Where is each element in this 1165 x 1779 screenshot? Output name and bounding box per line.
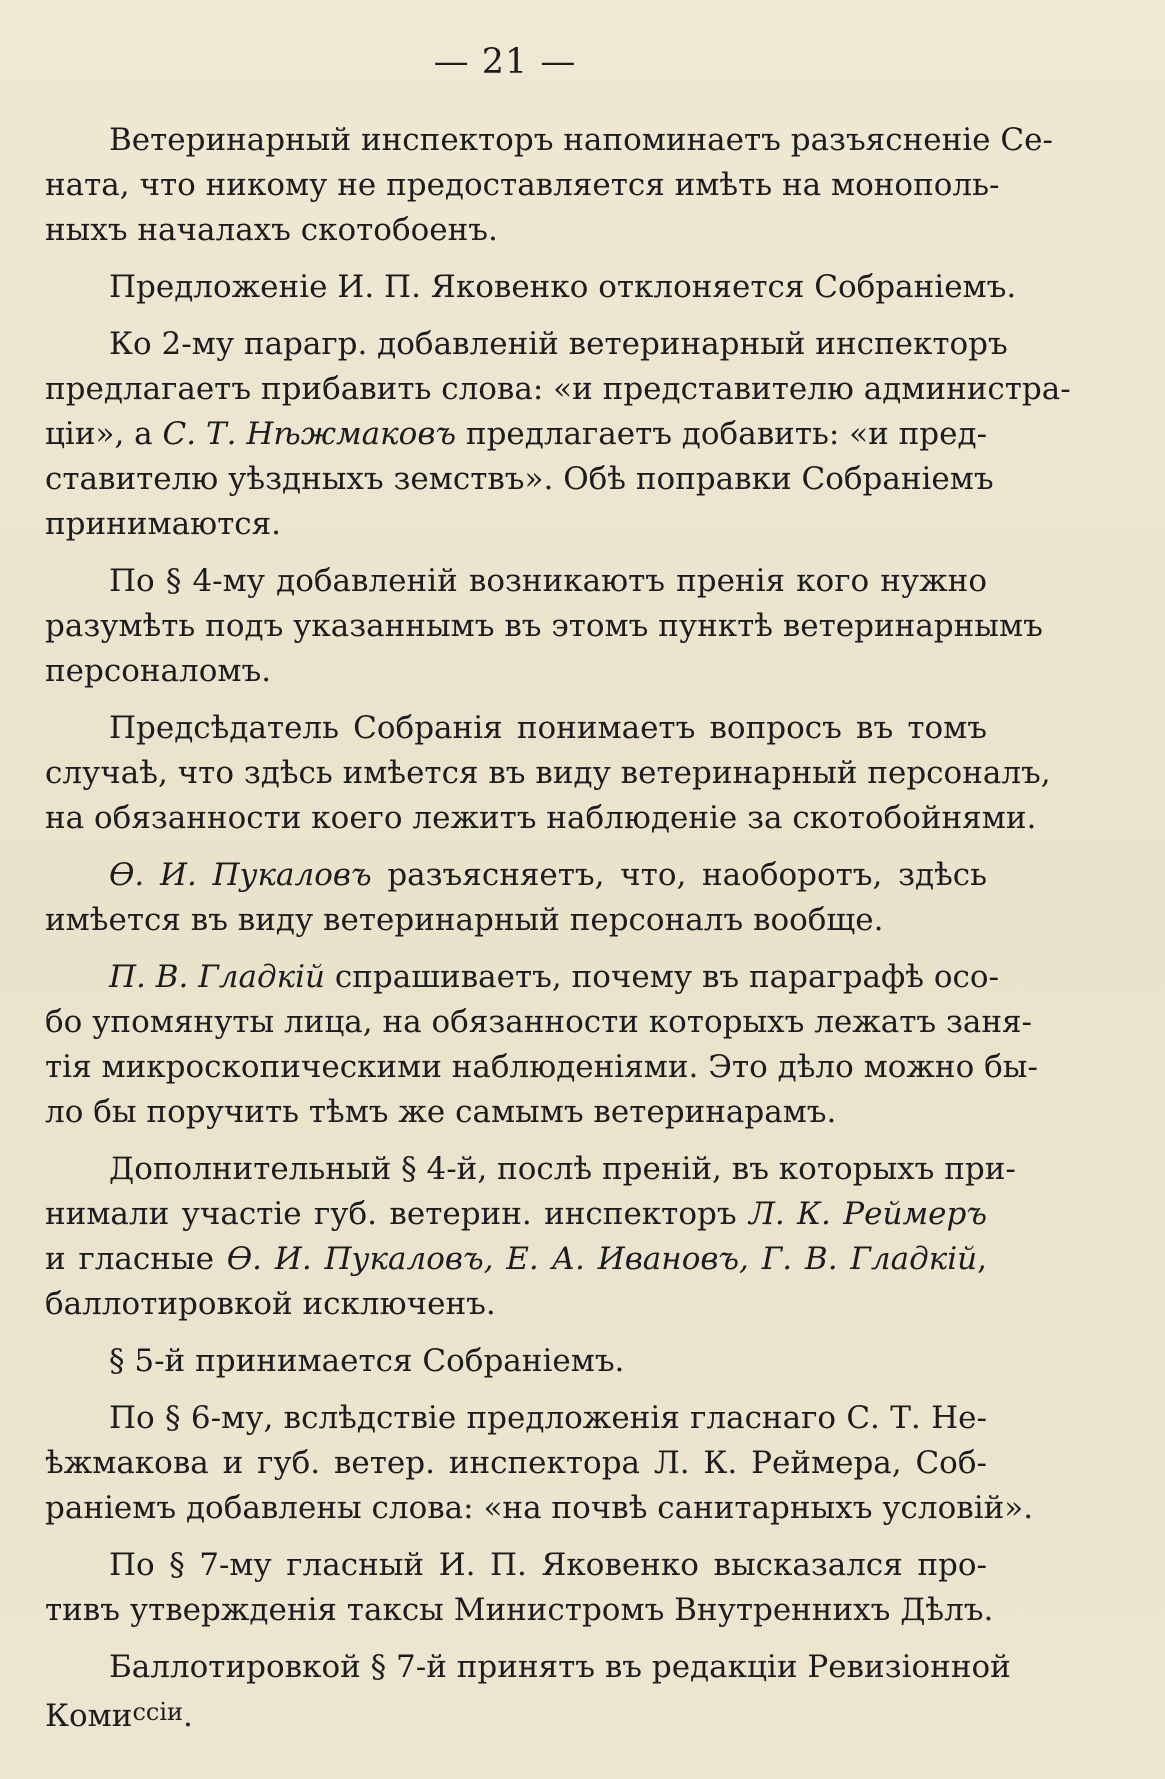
text-line: тія микроскопическими наблюденіями. Это дѣло можно бы- [45, 1049, 1038, 1085]
text-line: раніемъ добавлены слова: «на почвѣ санитарныхъ условій». [45, 1490, 1034, 1526]
text-line: и гласные Ѳ. И. Пукаловъ, Е. А. Ивановъ, Г. В. Гладкій, [45, 1241, 987, 1277]
paragraph [45, 706, 1051, 841]
text-line: случаѣ, что здѣсь имѣется въ виду ветеринарный персоналъ, [45, 755, 1051, 791]
text-line: ѣжмакова и губ. ветер. инспектора Л. К. Реймера, Соб- [45, 1445, 987, 1481]
paragraph [45, 853, 987, 943]
italic-name: Ѳ. И. Пукаловъ [109, 857, 372, 893]
paragraph [45, 118, 1053, 253]
text-line: Предсѣдатель Собранія понимаетъ вопросъ въ томъ [109, 710, 987, 746]
text-line: По § 6-му, вслѣдствіе предложенія гласнаго С. Т. Не- [109, 1400, 987, 1436]
text-line: предлагаетъ прибавить слова: «и представителю администра- [45, 371, 1071, 407]
paragraph [45, 1543, 994, 1633]
text-line: Предложеніе И. П. Яковенко отклоняется Собраніемъ. [109, 269, 1017, 305]
text-line: ставителю уѣздныхъ земствъ». Обѣ поправки Собраніемъ [45, 461, 994, 497]
text-line: По § 4-му добавленій возникаютъ пренія кого нужно [109, 563, 987, 599]
text-line: баллотировкой исключенъ. [45, 1286, 496, 1322]
text-line: на обязанности коего лежитъ наблюденіе за скотобойнями. [45, 800, 1037, 836]
text-line: П. В. Гладкій спрашиваетъ, почему въ параграфѣ осо- [109, 959, 999, 995]
text-line: Баллотировкой § 7-й принятъ въ редакціи Ревизіонной [109, 1649, 1011, 1685]
paragraph [45, 1339, 987, 1384]
text-line: разумѣть подъ указаннымъ въ этомъ пунктѣ ветеринарнымъ [45, 608, 1043, 644]
paragraph [45, 322, 1071, 547]
text-line: § 5-й принимается Собраніемъ. [109, 1343, 625, 1379]
italic-name: Л. К. Реймеръ [748, 1196, 988, 1232]
text-line: ныхъ началахъ скотобоенъ. [45, 212, 498, 248]
text-line: бо упомянуты лица, на обязанности которыхъ лежатъ заня- [45, 1004, 1033, 1040]
paragraph [45, 955, 1038, 1135]
text-line: нимали участіе губ. ветерин. инспекторъ Л. К. Реймеръ [45, 1196, 988, 1232]
text-line: тивъ утвержденія таксы Министромъ Внутреннихъ Дѣлъ. [45, 1592, 994, 1628]
paragraph [45, 265, 1017, 310]
italic-name: П. В. Гладкій [109, 959, 326, 995]
paragraph [45, 1645, 1011, 1735]
text-line: имѣется въ виду ветеринарный персоналъ вообще. [45, 902, 884, 938]
text-line: Коми$^{ссіи}$. [45, 1698, 193, 1734]
text-line: ло бы поручить тѣмъ же самымъ ветеринарамъ. [45, 1094, 837, 1130]
text-line: ната, что никому не предоставляется имѣть на монополь- [45, 167, 1000, 203]
raised-text: ссіи [132, 1698, 183, 1726]
body-text [45, 118, 1071, 1735]
text-line: Дополнительный § 4-й, послѣ преній, въ которыхъ при- [109, 1151, 1016, 1187]
paragraph [45, 559, 1043, 694]
text-line: Ветеринарный инспекторъ напоминаетъ разъясненіе Се- [109, 122, 1053, 158]
text-line: принимаются. [45, 506, 281, 542]
page-number: — 21 — [433, 42, 577, 82]
text-line: По § 7-му гласный И. П. Яковенко высказался про- [109, 1547, 987, 1583]
italic-name: С. Т. Нѣжмаковъ [162, 416, 457, 452]
text-line: ціи», а С. Т. Нѣжмаковъ предлагаетъ добавить: «и пред- [45, 416, 988, 452]
text-line: Ѳ. И. Пукаловъ разъясняетъ, что, наоборотъ, здѣсь [109, 857, 987, 893]
text-line: персоналомъ. [45, 653, 272, 689]
italic-name: Ѳ. И. Пукаловъ, Е. А. Ивановъ, Г. В. Гладкій [226, 1241, 978, 1277]
text-line: Ко 2-му парагр. добавленій ветеринарный инспекторъ [109, 326, 1008, 362]
paragraph [45, 1396, 1034, 1531]
paragraph [45, 1147, 1016, 1327]
